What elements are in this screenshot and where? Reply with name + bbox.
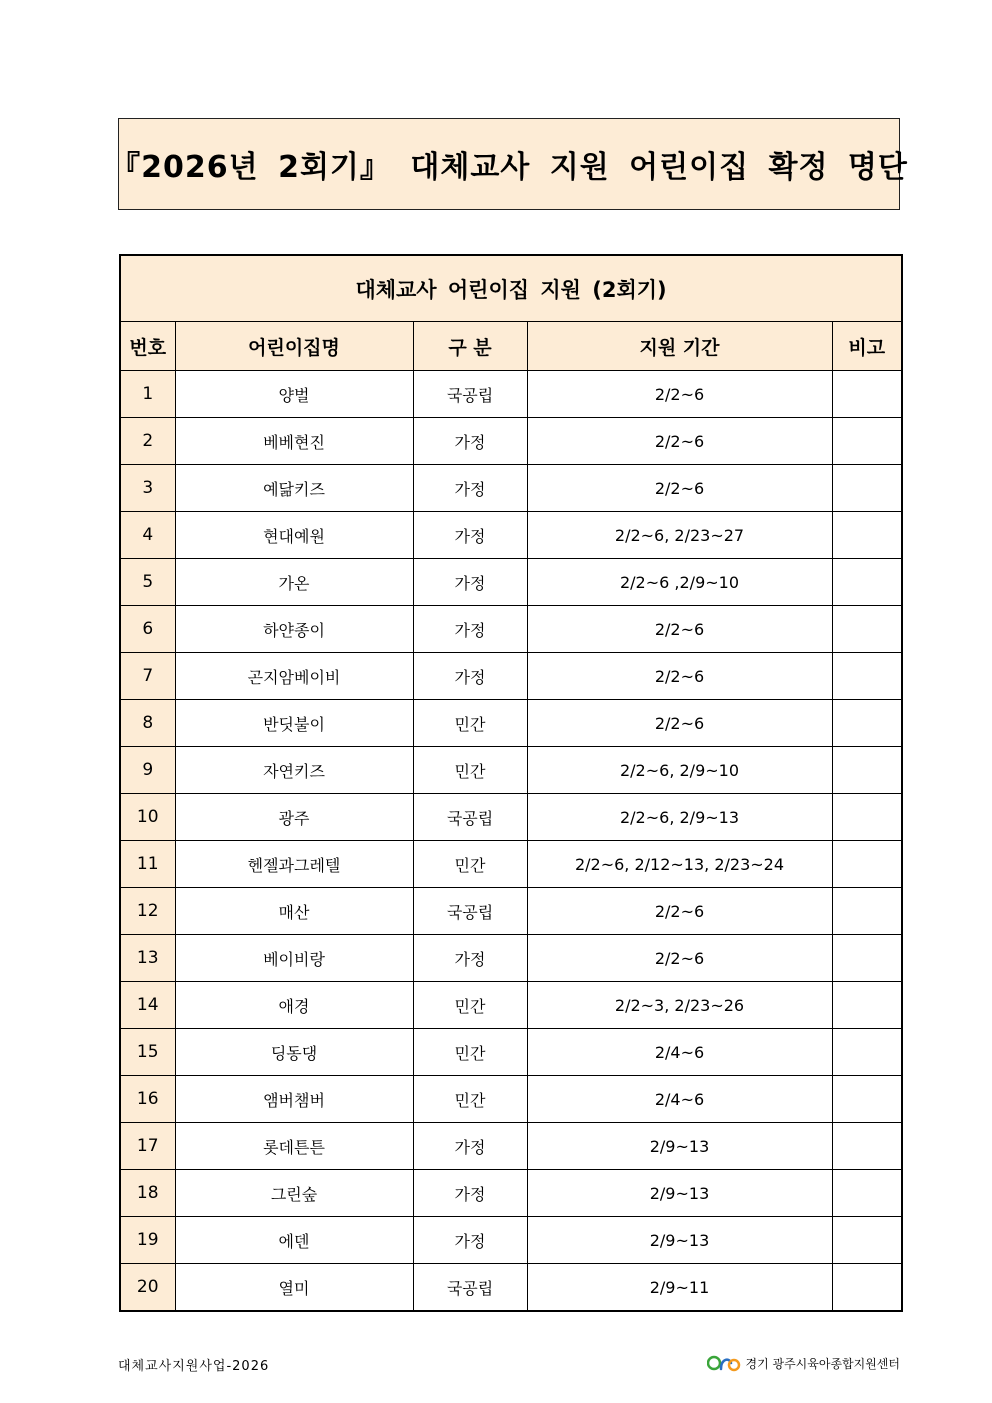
row-type: 민간 (413, 841, 527, 888)
row-type: 가정 (413, 559, 527, 606)
row-number: 13 (120, 935, 175, 982)
row-period: 2/2~6, 2/12~13, 2/23~24 (527, 841, 832, 888)
row-daycare-name: 현대예원 (175, 512, 413, 559)
table-body (120, 371, 902, 1312)
row-note (832, 1123, 902, 1170)
row-daycare-name: 가온 (175, 559, 413, 606)
row-note (832, 982, 902, 1029)
table-row (120, 465, 902, 512)
row-period: 2/9~13 (527, 1123, 832, 1170)
row-type: 국공립 (413, 371, 527, 418)
table-row (120, 371, 902, 418)
row-number: 12 (120, 888, 175, 935)
row-note (832, 653, 902, 700)
row-daycare-name: 그린숲 (175, 1170, 413, 1217)
row-note (832, 1029, 902, 1076)
row-period: 2/2~6, 2/23~27 (527, 512, 832, 559)
row-daycare-name: 베이비랑 (175, 935, 413, 982)
table-row (120, 935, 902, 982)
row-type: 민간 (413, 982, 527, 1029)
header-type: 구 분 (413, 322, 527, 371)
table-caption-row (120, 255, 902, 322)
row-note (832, 1264, 902, 1312)
table-row (120, 982, 902, 1029)
table-row (120, 700, 902, 747)
row-daycare-name: 에덴 (175, 1217, 413, 1264)
row-period: 2/4~6 (527, 1029, 832, 1076)
row-period: 2/2~3, 2/23~26 (527, 982, 832, 1029)
row-type: 가정 (413, 465, 527, 512)
row-number: 18 (120, 1170, 175, 1217)
table-row (120, 418, 902, 465)
row-note (832, 794, 902, 841)
row-period: 2/2~6 ,2/9~10 (527, 559, 832, 606)
row-type: 국공립 (413, 888, 527, 935)
table-row (120, 1076, 902, 1123)
row-note (832, 1170, 902, 1217)
table-row (120, 653, 902, 700)
row-number: 20 (120, 1264, 175, 1312)
row-daycare-name: 예닮키즈 (175, 465, 413, 512)
row-type: 가정 (413, 512, 527, 559)
row-period: 2/2~6 (527, 653, 832, 700)
row-number: 15 (120, 1029, 175, 1076)
row-type: 국공립 (413, 794, 527, 841)
row-daycare-name: 베베현진 (175, 418, 413, 465)
row-type: 민간 (413, 1029, 527, 1076)
row-type: 가정 (413, 606, 527, 653)
roster-table (119, 254, 903, 1312)
row-daycare-name: 매산 (175, 888, 413, 935)
center-logo-icon (707, 1353, 741, 1373)
row-number: 5 (120, 559, 175, 606)
title-box (110, 118, 908, 210)
row-number: 8 (120, 700, 175, 747)
row-note (832, 700, 902, 747)
row-period: 2/2~6, 2/9~13 (527, 794, 832, 841)
table-row (120, 747, 902, 794)
row-type: 민간 (413, 700, 527, 747)
footer-program-label: 대체교사지원사업-2026 (118, 1359, 270, 1374)
row-note (832, 465, 902, 512)
row-period: 2/9~11 (527, 1264, 832, 1312)
header-note: 비고 (832, 322, 902, 371)
row-number: 19 (120, 1217, 175, 1264)
row-number: 11 (120, 841, 175, 888)
row-daycare-name: 곤지암베이비 (175, 653, 413, 700)
row-note (832, 747, 902, 794)
row-daycare-name: 양벌 (175, 371, 413, 418)
row-note (832, 559, 902, 606)
table-header-row (120, 322, 902, 371)
row-period: 2/2~6 (527, 418, 832, 465)
table-caption: 대체교사 어린이집 지원 (2회기) (120, 255, 902, 322)
row-type: 민간 (413, 1076, 527, 1123)
row-note (832, 935, 902, 982)
center-name: 경기 광주시육아종합지원센터 (745, 1356, 900, 1371)
row-number: 9 (120, 747, 175, 794)
row-number: 7 (120, 653, 175, 700)
row-daycare-name: 열미 (175, 1264, 413, 1312)
row-note (832, 371, 902, 418)
row-period: 2/2~6 (527, 700, 832, 747)
row-period: 2/2~6 (527, 606, 832, 653)
row-daycare-name: 자연키즈 (175, 747, 413, 794)
table-row (120, 888, 902, 935)
row-period: 2/2~6 (527, 888, 832, 935)
row-daycare-name: 롯데튼튼 (175, 1123, 413, 1170)
row-number: 1 (120, 371, 175, 418)
table-row (120, 794, 902, 841)
header-period: 지원 기간 (527, 322, 832, 371)
header-name: 어린이집명 (175, 322, 413, 371)
row-note (832, 606, 902, 653)
table-row (120, 512, 902, 559)
row-number: 16 (120, 1076, 175, 1123)
row-note (832, 512, 902, 559)
row-period: 2/2~6 (527, 465, 832, 512)
table-row (120, 1123, 902, 1170)
row-note (832, 841, 902, 888)
row-note (832, 1076, 902, 1123)
row-number: 10 (120, 794, 175, 841)
row-period: 2/4~6 (527, 1076, 832, 1123)
row-type: 가정 (413, 1170, 527, 1217)
row-note (832, 1217, 902, 1264)
table-row (120, 1217, 902, 1264)
table-row (120, 1029, 902, 1076)
header-number: 번호 (120, 322, 175, 371)
row-period: 2/9~13 (527, 1170, 832, 1217)
row-type: 가정 (413, 935, 527, 982)
row-daycare-name: 헨젤과그레텔 (175, 841, 413, 888)
table-row (120, 1170, 902, 1217)
row-daycare-name: 앰버챔버 (175, 1076, 413, 1123)
row-daycare-name: 하얀종이 (175, 606, 413, 653)
row-note (832, 418, 902, 465)
page-title: 『2026년 2회기』 대체교사 지원 어린이집 확정 명단 (110, 150, 908, 185)
footer-center-label (707, 1353, 900, 1373)
row-number: 4 (120, 512, 175, 559)
row-type: 가정 (413, 1123, 527, 1170)
row-daycare-name: 딩동댕 (175, 1029, 413, 1076)
row-type: 가정 (413, 418, 527, 465)
table-row (120, 559, 902, 606)
table-row (120, 841, 902, 888)
table-row (120, 606, 902, 653)
row-daycare-name: 광주 (175, 794, 413, 841)
row-period: 2/9~13 (527, 1217, 832, 1264)
row-period: 2/2~6, 2/9~10 (527, 747, 832, 794)
row-type: 가정 (413, 1217, 527, 1264)
row-period: 2/2~6 (527, 371, 832, 418)
row-type: 민간 (413, 747, 527, 794)
row-number: 3 (120, 465, 175, 512)
row-daycare-name: 반딧불이 (175, 700, 413, 747)
row-type: 국공립 (413, 1264, 527, 1312)
row-number: 14 (120, 982, 175, 1029)
row-number: 17 (120, 1123, 175, 1170)
row-note (832, 888, 902, 935)
row-number: 6 (120, 606, 175, 653)
row-type: 가정 (413, 653, 527, 700)
row-daycare-name: 애경 (175, 982, 413, 1029)
table-row (120, 1264, 902, 1312)
row-number: 2 (120, 418, 175, 465)
row-period: 2/2~6 (527, 935, 832, 982)
